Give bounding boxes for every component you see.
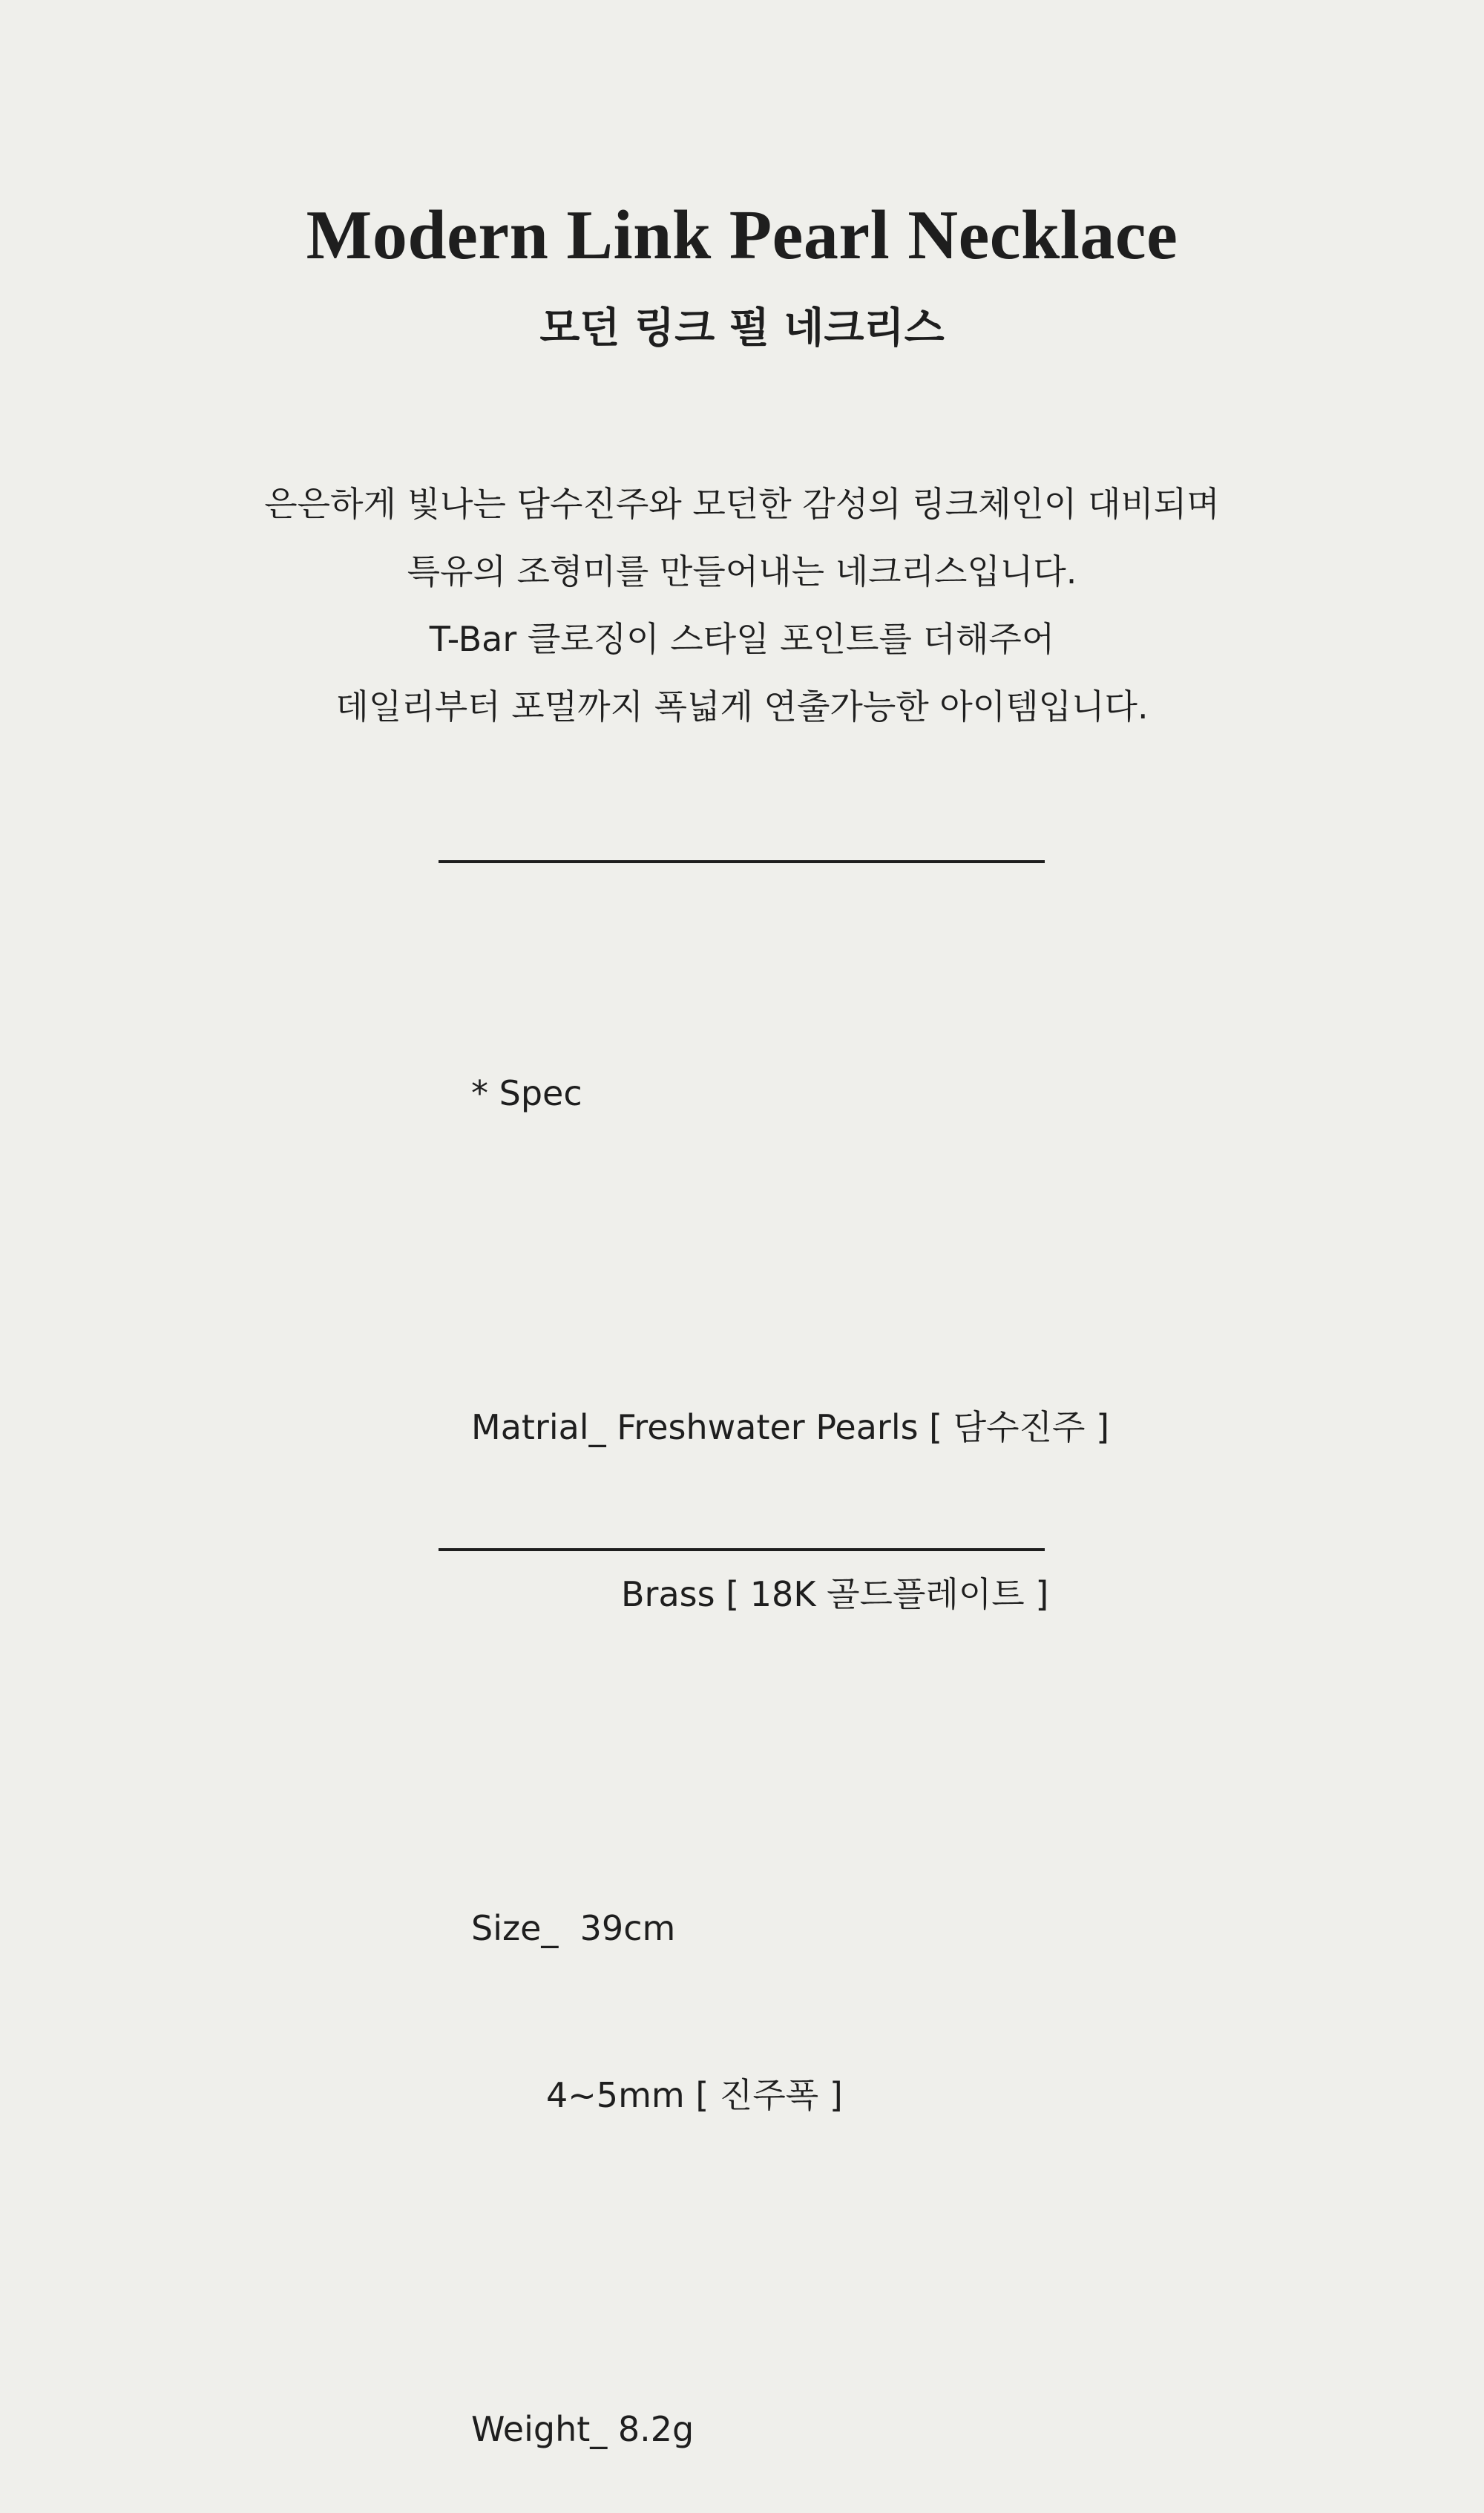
description-line: 데일리부터 포멀까지 폭넓게 연출가능한 아이템입니다. xyxy=(335,687,1149,727)
spec-spacer xyxy=(471,2235,1109,2290)
product-title: Modern Link Pearl Necklace xyxy=(306,197,1178,274)
description-line: 은은하게 빛나는 담수진주와 모던한 감성의 링크체인이 대비되며 xyxy=(264,484,1220,524)
product-subtitle-korean: 모던 링크 펄 네크리스 xyxy=(539,304,945,353)
product-description xyxy=(0,471,1484,741)
description-line: T-Bar 클로징이 스타일 포인트를 더해주어 xyxy=(429,619,1055,659)
spec-size-line1: Size_ 39cm xyxy=(471,1908,676,1948)
spec-heading: * Spec xyxy=(471,1073,582,1113)
spec-material-line1: Matrial_ Freshwater Pearls [ 담수진주 ] xyxy=(471,1407,1110,1447)
spec-spacer xyxy=(471,1233,1109,1288)
divider-bottom xyxy=(439,1548,1045,1551)
description-line: 특유의 조형미를 만들어내는 네크리스입니다. xyxy=(407,551,1077,592)
spec-size-line2: 4~5mm [ 진주폭 ] xyxy=(546,2075,843,2115)
spec-spacer xyxy=(471,1734,1109,1789)
spec-section xyxy=(471,954,1109,2513)
spec-weight: Weight_ 8.2g xyxy=(471,2409,695,2449)
spec-material-line2: Brass [ 18K 골드플레이트 ] xyxy=(621,1574,1049,1614)
divider-top xyxy=(439,860,1045,863)
